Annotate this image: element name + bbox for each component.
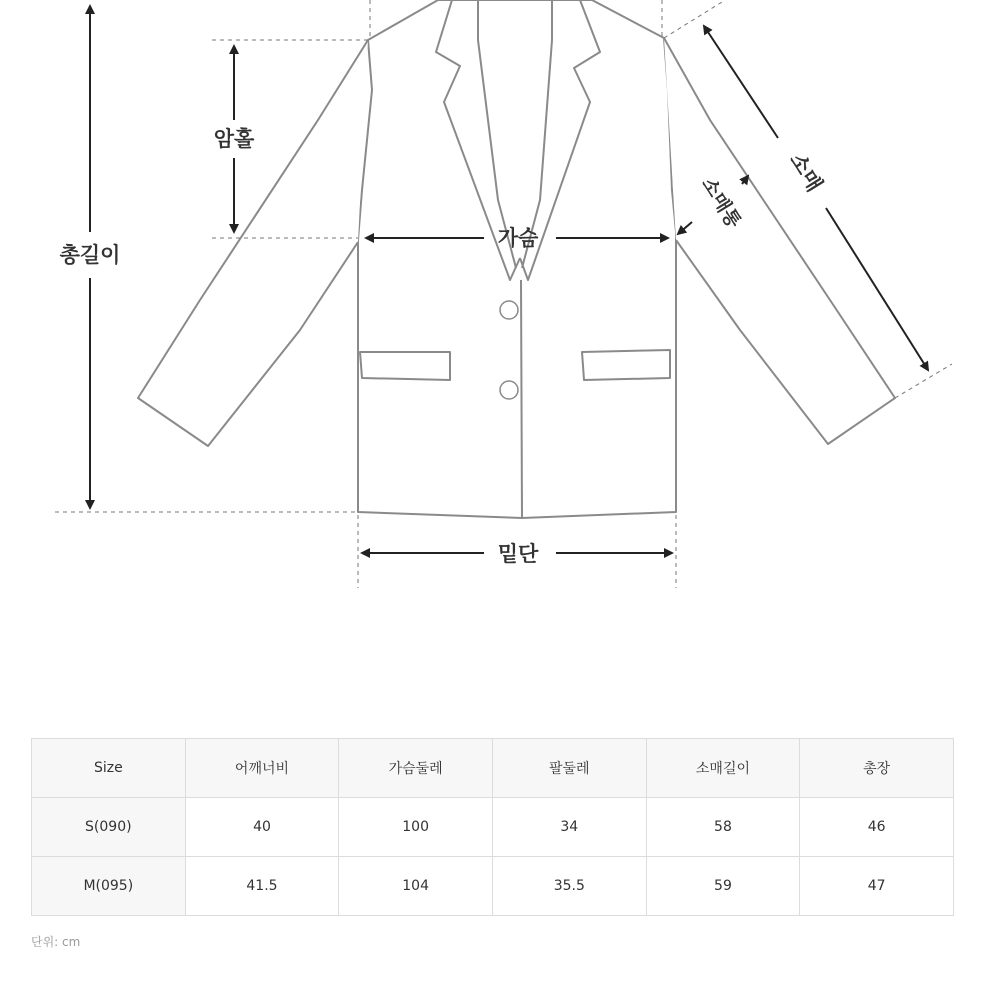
header-shoulder-width: 어깨너비 — [185, 739, 339, 798]
table-cell: 34 — [492, 798, 646, 857]
table-cell: 47 — [800, 857, 954, 916]
header-sleeve-length: 소매길이 — [646, 739, 800, 798]
header-chest: 가슴둘레 — [339, 739, 493, 798]
jacket-outline — [138, 0, 895, 518]
size-table-container — [31, 738, 954, 916]
size-table — [31, 738, 954, 916]
row-size-label: S(090) — [32, 798, 186, 857]
table-header-row — [32, 739, 954, 798]
table-cell: 40 — [185, 798, 339, 857]
header-arm-circumference: 팔둘레 — [492, 739, 646, 798]
header-size: Size — [32, 739, 186, 798]
table-cell: 35.5 — [492, 857, 646, 916]
header-total-length: 총장 — [800, 739, 954, 798]
label-sleeve: 소매 — [785, 148, 827, 196]
table-cell: 59 — [646, 857, 800, 916]
table-row — [32, 798, 954, 857]
table-cell: 46 — [800, 798, 954, 857]
button-bottom — [500, 381, 518, 399]
table-cell: 104 — [339, 857, 493, 916]
row-size-label: M(095) — [32, 857, 186, 916]
unit-note: 단위: cm — [31, 935, 81, 949]
label-sleeve-width: 소매통 — [697, 173, 746, 232]
label-hem: 밑단 — [497, 542, 539, 566]
table-row — [32, 857, 954, 916]
table-cell: 41.5 — [185, 857, 339, 916]
label-total-length: 총길이 — [59, 243, 121, 267]
label-chest: 가슴 — [497, 226, 539, 250]
table-cell: 58 — [646, 798, 800, 857]
table-cell: 100 — [339, 798, 493, 857]
button-top — [500, 301, 518, 319]
label-armhole: 암홀 — [213, 127, 255, 151]
